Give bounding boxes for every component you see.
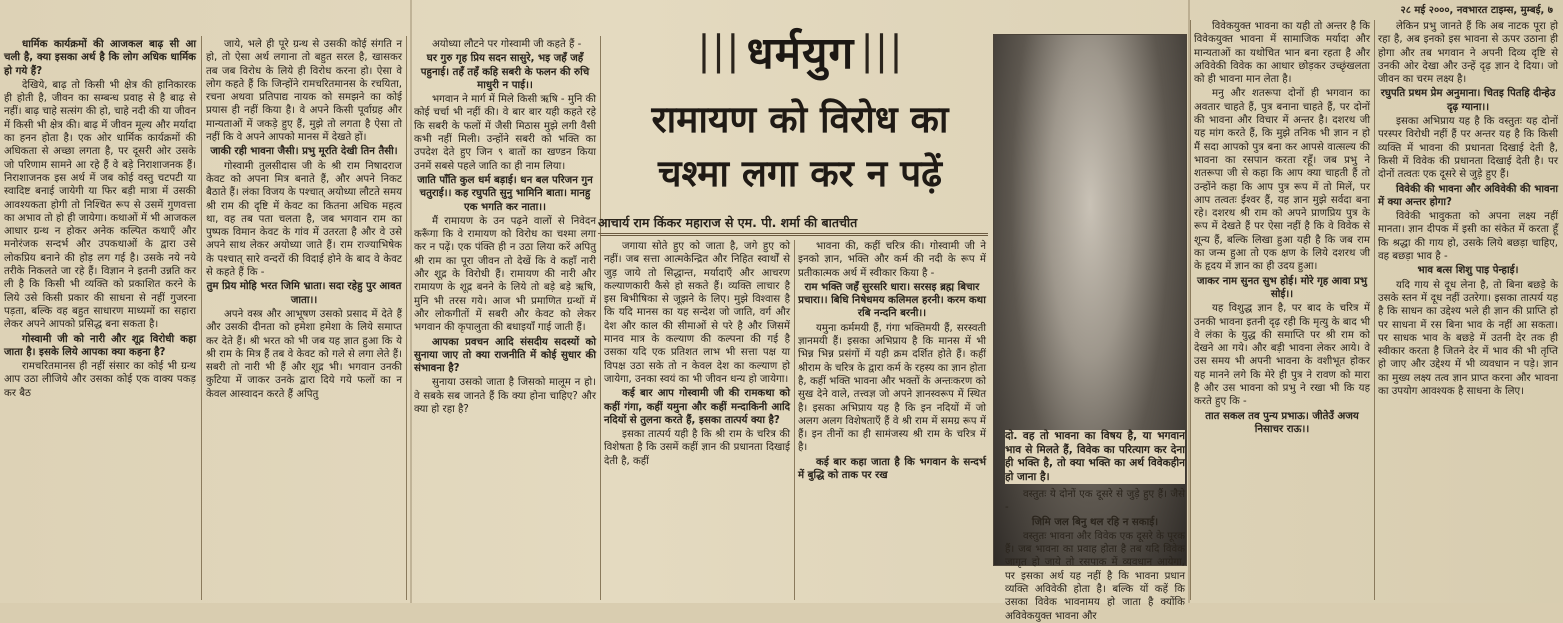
paragraph: वस्तुतः भावना और विवेक एक दूसरे के पूरक हैं। जब भावना का प्रवाह होता है तब यदि विवेक जागृत हो जाये तो रसपाक में व्यवधान आयेगा, पर इसका अर्थ यह नहीं है कि भावना प्रधान व्यक्ति अविवेकी होता है। बल्कि यों कहें कि उसका विवेक भावनामय हो जाता है क्योंकि अविवेकयुक्त भावना और [1005, 530, 1185, 622]
column-3 [414, 38, 596, 600]
paragraph: जाये, भले ही पूरे ग्रन्थ से उसकी कोई संगति न हो, तो ऐसा अर्थ लगाना तो बहुत सरल है, खासकर तब जब विरोध के लिये ही विरोध करना हो। ऐसा वे लोग कहते हैं कि जिन्होंने रामचरितमानस के रचयिता, रचना अथवा प्रतिपाद्य नायक को समझने का कोई प्रयास ही नहीं किया है। वे अपने किसी पूर्वाग्रह और मान्यताओं में जकड़े हुए हैं, मुझे तो लगता है ऐसा तो नहीं कि वे अपने आपको मानस में देखते हों। [206, 39, 402, 144]
paragraph: इसका तात्पर्य यही है कि श्री राम के चरित्र की विशेषता है कि उसमें कहीं ज्ञान की प्रधानता दिखाई देती है, कहीं [604, 429, 790, 467]
verse: राम भक्ति जहँ सुरसरि धारा। सरसइ ब्रह्म बिचार प्रचारा।। बिधि निषेधमय कलिमल हरनी। करम कथा रबि नन्दनि बरनी।। [798, 281, 986, 320]
paragraph: यदि गाय से दूध लेना है, तो बिना बछड़े के उसके स्तन में दूध नहीं उतरेगा। इसका तात्पर्य यह है कि साधन का उद्देश्य भले ही ज्ञान की प्राप्ति हो पर साधना में रस बिना भाव के नहीं आ सकता। पर साधक भाव के बछड़े में उतनी देर तक ही स्वीकार करता है जितने देर में भाव की भी तृप्ति हो जाए और उद्देश्य में भी व्यवधान न पड़े। ज्ञान का मुख्य लक्ष्य तत्व ज्ञान प्राप्त करना और भावना का उपयोग आवश्यक है साधना के लिए। [1378, 279, 1558, 398]
column-2 [206, 38, 402, 600]
headline [610, 92, 990, 200]
verse: घर गुरु गृह प्रिय सदन सासुरे, भइ जहँ जहँ पहुनाई। तहँ तहँ कहि सबरी के फलन की रुचि माधुरी न पाई।। [420, 53, 590, 91]
column-8 [1378, 20, 1558, 600]
verse: जाकर नाम सुनत सुभ होई। मोरे गृह आवा प्रभु सोई।। [1197, 275, 1367, 300]
paragraph: लेकिन प्रभु जानते हैं कि अब नाटक पूरा हो रहा है, अब इनको इस भावना से ऊपर उठाना ही होगा और तब भगवान ने अपनी दिव्य दृष्टि से उनकी ओर देखा और उन्हें दृढ़ ज्ञान दे दिया। जो जीवन का चरम लक्ष्य है। [1378, 21, 1558, 86]
byline: आचार्य राम किंकर महाराज से एम. पी. शर्मा की बातचीत [598, 214, 988, 234]
paragraph: वस्तुतः ये दोनों एक दूसरे से जुड़े हुए हैं। जैसे - [1005, 489, 1185, 514]
question: विवेकी की भावना और अविवेकी की भावना में क्या अन्तर होगा? [1378, 183, 1558, 208]
page-fold [410, 0, 412, 603]
paragraph: अपने वस्त्र और आभूषण उसको प्रसाद में देते हैं और उसकी दीनता को हमेशा हमेशा के लिये समाप्त कर देते हैं। श्री भरत को भी जब यह ज्ञात हुआ कि ये श्री राम के मित्र हैं तब वे केवट को गले से लगा लेते हैं। सबरी तो नारी भी हैं और शूद्र भी। भगवान उनकी कुटिया में जाकर उनके द्वारा दिये गये फलों का न केवल आस्वादन करते हैं अपितु [206, 308, 402, 400]
verse: जाति पाँति कुल धर्म बड़ाई। धन बल परिजन गुन चतुराई।। कह रघुपति सुनु भामिनि बाता। मानहु एक भगति कर नाता।। [417, 174, 593, 213]
paragraph: रामचरितमानस ही नहीं संसार का कोई भी ग्रन्थ आप उठा लीजिये और उसका कोई एक वाक्य पकड़ कर बैठ [4, 361, 196, 399]
column-4 [604, 240, 790, 600]
verse: तुम प्रिय मोहि भरत जिमि भ्राता। सदा रहेहु पुर आवत जाता।। [206, 281, 402, 306]
paragraph: विवेकी भावुकता को अपना लक्ष्य नहीं मानता। ज्ञान दीपक में इसी का संकेत में करता हूँ कि श्रद्धा की गाय हो, उसके लिये बछड़ा चाहिए, वह बछड़ा भाव है - [1378, 211, 1558, 263]
verse: भाव बत्स शिशु पाइ पेन्हाई। [1417, 265, 1519, 277]
photo-caption: दो. वह तो भावना का विषय है, या भगवान भाव से मिलते हैं, विवेक का परित्याग कर देना ही भक्ति है, तो क्या भक्ति का अर्थ विवेकहीन हो जाना है। [1005, 430, 1185, 483]
column-6 [1005, 488, 1185, 622]
paragraph: मैं रामायण के उन पढ़ने वालों से निवेदन करूँगा कि वे रामायण को विरोध का चश्मा लगा कर न पढ़ें। एक पंक्ति ही न उठा लिया करें अपितु श्री राम का पूरा जीवन तो देखें कि वे कहाँ नारी और शूद्र के विरोधी हैं। रामायण की नारी और रामायण के शूद्र बनने के लिये तो बड़े बड़े ऋषि, मुनि भी तरस गये। आज भी प्रमाणित ग्रन्थों में और लोकगीतों में सबरी और केवट को लेकर भगवान की कृपालुता की बधाइयाँ गाई जाती हैं। [414, 215, 596, 334]
ornament-bars-right-icon: ||| [860, 28, 904, 74]
column-rule [600, 36, 601, 600]
column-rule [1374, 20, 1375, 600]
verse: तात सकल तव पुन्य प्रभाऊ। जीतेउँ अजय निसाचर राऊ।। [1205, 410, 1359, 435]
paragraph: अयोध्या लौटने पर गोस्वामी जी कहते हैं - [432, 39, 582, 50]
byline-rule [600, 235, 988, 236]
paragraph: भावना की, कहीं चरित्र की। गोस्वामी जी ने इनको ज्ञान, भक्ति और कर्म की नदी के रूप में प्रतीकात्मक अर्थ में स्वीकार किया है - [798, 241, 986, 279]
headline-line-2: चश्मा लगा कर न पढ़ें [658, 151, 942, 195]
column-rule [794, 240, 795, 600]
verse: रघुपति प्रथम प्रेम अनुमाना। चितइ पितहि दीन्हेउ दृढ़ ग्याना।। [1380, 88, 1556, 113]
paragraph: यमुना कर्ममयी हैं, गंगा भक्तिमयी हैं, सरस्वती ज्ञानमयी हैं। इसका अभिप्राय है कि मानस में भी भिन्न भिन्न प्रसंगों में यही क्रम दर्शित होते हैं। कहीं श्रीराम के चरित्र के द्वारा कर्म के रहस्य का ज्ञान होता है, कहीं भक्ति भावना और भक्तों के अन्तःकरण को सुख देने वाले, तत्त्वज्ञ जो अपने ज्ञानस्वरूप में स्थित है। इसका अभिप्राय यह है कि इन नदियों में जो अलग अलग विशेषताएँ हैं वे श्री राम में समग्र रूप में हैं। इन तीनों का ही सामंजस्य श्री राम के चरित्र में है। [798, 322, 986, 454]
question: कई बार कहा जाता है कि भगवान के सन्दर्भ में बुद्धि को ताक पर रख [798, 456, 986, 482]
paragraph: यह विशुद्ध ज्ञान है, पर बाद के चरित्र में उनकी भावना इतनी दृढ़ रही कि मृत्यु के बाद भी वे लंका के युद्ध की समाप्ति पर श्री राम को देखने आ गये। और बड़ी भावना लेकर आये। वे उस समय भी अपनी भावना के वशीभूत होकर यह मानने लगे कि मेरे ही पुत्र ने रावण को मारा है और उस भावना को प्रभु ने रखा भी कि यह करते हुए कि - [1194, 303, 1370, 408]
column-7 [1194, 20, 1370, 600]
question: कई बार आप गोस्वामी जी की रामकथा को कहीं गंगा, कहीं यमुना और कहीं मन्दाकिनी आदि नदियों से तुलना करते हैं, इसका तात्पर्य क्या है? [604, 388, 790, 426]
paragraph: मनु और शतरूपा दोनों ही भगवान का अवतार चाहते हैं, पुत्र बनाना चाहते हैं, पर दोनों की भावना और विचार में अन्तर है। दशरथ जी यह मांग करते हैं, कि मुझे तनिक भी ज्ञान न हो मैं सदा आपको पुत्र बना कर आपसे वात्सल्य की भावना का रसपान करता रहूँ। जब प्रभु ने शतरूपा जी से कहा कि आप क्या चाहती हैं तो उन्होंने कहा कि आप पुत्र रूप में तो मिलें, पर आप तत्वतः ईश्वर हैं, यह ज्ञान मुझे सर्वदा बना रहे। दशरथ श्री राम को अपने प्राणप्रिय पुत्र के रूप में देखते हैं पर ऐसा नहीं है कि वे विवेक से शून्य हैं, बल्कि लिखा हुआ यही है कि जब राम का जन्म हुआ तो एक क्षण के लिये दशरथ जी के हृदय में ज्ञान का ही उदय हुआ। [1194, 88, 1370, 273]
paragraph: गोस्वामी तुलसीदास जी के श्री राम निषादराज केवट को अपना मित्र बनाते हैं, और अपने निकट बैठाते हैं। लंका विजय के पश्चात् अयोध्या लौटते समय श्री राम की दृष्टि में केवट का कितना अधिक महत्व था, वह तब पता चलता है, जब भगवान राम का पुष्पक विमान केवट के गांव में उतरता है और वे उसे अपने साथ लेकर अयोध्या जाते हैं। राम राज्याभिषेक के पश्चात् सारे वन्दरों की विदाई होने के बाद वे केवट से कहते हैं कि - [206, 160, 402, 279]
verse: जाकी रही भावना जैसी। प्रभु मूरति देखी तिन तैसी। [210, 146, 398, 158]
ornament-bars-left-icon: ||| [697, 28, 741, 74]
question: धार्मिक कार्यक्रमों की आजकल बाढ़ सी आ चली है, क्या इसका अर्थ है कि लोग अधिक धार्मिक हो गये हैं? [4, 39, 196, 77]
question: गोस्वामी जी को नारी और शूद्र विरोधी कहा जाता है। इसके लिये आपका क्या कहना है? [4, 333, 196, 358]
question: आपका प्रवचन आदि संसदीय सदस्यों को सुनाया जाए तो क्या राजनीति में कोई सुधार की संभावना है? [414, 336, 596, 375]
paragraph: इसका अभिप्राय यह है कि वस्तुतः यह दोनों परस्पर विरोधी नहीं हैं पर अन्तर यह है कि किसी व्यक्ति में भावना की प्रधानता दिखाई देती है, किसी में विवेक की प्रधानता दिखाई देती है। पर दोनों तत्वतः एक दूसरे से जुड़े हुए हैं। [1378, 116, 1558, 181]
paragraph: देखिये, बाढ़ तो किसी भी क्षेत्र की हानिकारक ही होती है, जीवन का सम्बन्ध प्रवाह से है बाढ़ से नहीं। बाढ़ चाहे सत्संग की हो, चाहे नदी की या जीवन में किसी भी क्षेत्र की। बाढ़ में जीवन मूल्य और मर्यादा का हनन होता है। एक ओर धार्मिक कार्यक्रमों की अधिकता से अच्छा लगता है, पर दूसरी ओर उसके जो परिणाम सामने आ रहे हैं वे बड़े निराशाजनक हैं। निराशाजनक इस अर्थ में जब कोई वस्तु चटपटी या स्वादिष्ट बनाई जायेगी या फिर बड़ी मात्रा में उसकी आवश्यकता होगी तो निश्चित रूप से उसमें गुणवत्ता का अभाव तो हो ही जायेगा। कथाओं में भी आजकल आधार ग्रन्थ न होकर अनेक कल्पित कथाएँ और मनोरंजक सन्दर्भ और उपकथाओं के द्वारा उसे लोकप्रिय बनाने की होड़ लग गई है। उसके नये नये तरीके निकलते जा रहे हैं। विज्ञान ने इतनी उन्नति कर ली है कि किसी भी व्यक्ति को प्रकाशित करने के लिये उसे किसी प्रकार की साधना से नहीं गुजरना पड़ता, बल्कि वह बहुत साधारण माध्यमों का सहारा लेकर अपने आपको प्रसिद्ध बना सकता है। [4, 79, 196, 331]
paragraph: जगाया सोते हुए को जाता है, जगे हुए को नहीं। जब सत्ता आत्मकेन्द्रित और निहित स्वार्थों से जुड़ जाये तो सिद्धान्त, मर्यादाएँ और आचरण कल्याणकारी कैसे हो सकते हैं। व्यक्ति लाचार है इस बिभीषिका से जूझने के लिए। मुझे विश्वास है कि यदि मानस का यह सन्देश जो जाति, वर्ग और देश और काल की सीमाओं से परे है और जिसमें मानव मात्र के कल्याण की कल्पना की गई है उसका यदि एक प्रतिशत लाभ भी सत्ता पक्ष या विपक्ष उठा सके तो न केवल देश का कल्याण हो जायेगा, उनका स्वयं का भी जीवन धन्य हो जायेगा। [604, 241, 790, 385]
interviewee-photo [993, 34, 1187, 566]
paragraph: विवेकयुक्त भावना का यही तो अन्तर है कि विवेकयुक्त भावना में सामाजिक मर्यादा और मान्यताओं का यथोचित भान बना रहता है और अविवेकी विवेक का आधार छोड़कर उच्छृंखलता को ही भावना मान लेता है। [1194, 21, 1370, 86]
headline-line-1: रामायण को विरोध का [651, 97, 949, 141]
column-rule [201, 36, 202, 600]
column-rule [1190, 20, 1191, 600]
dateline: २८ मई २०००, नवभारत टाइम्स, मुम्बई, ७ [1400, 5, 1553, 16]
paragraph: सुनाया उसको जाता है जिसको मालूम न हो। वे सबके सब जानते हैं कि क्या होना चाहिए? और क्या हो रहा है? [414, 377, 596, 416]
verse: जिमि जल बिनु थल रहि न सकाई। [1031, 516, 1159, 528]
masthead-title: धर्मयुग [746, 28, 855, 79]
paragraph: भगवान ने मार्ग में मिले किसी ऋषि - मुनि की कोई चर्चा भी नहीं की। वे बार बार यही कहते रहे कि सबरी के फलों में जैसी मिठास मुझे लगी वैसी कभी नहीं मिली। उन्होंने सबरी को भक्ति का उपदेश देते हुए जिन ९ बातों का खण्डन किया उनमें सबसे पहले जाति का ही नाम लिया। [414, 94, 596, 172]
column-rule [406, 36, 407, 600]
column-5 [798, 240, 986, 600]
section-masthead [618, 22, 983, 80]
column-1 [4, 38, 196, 600]
